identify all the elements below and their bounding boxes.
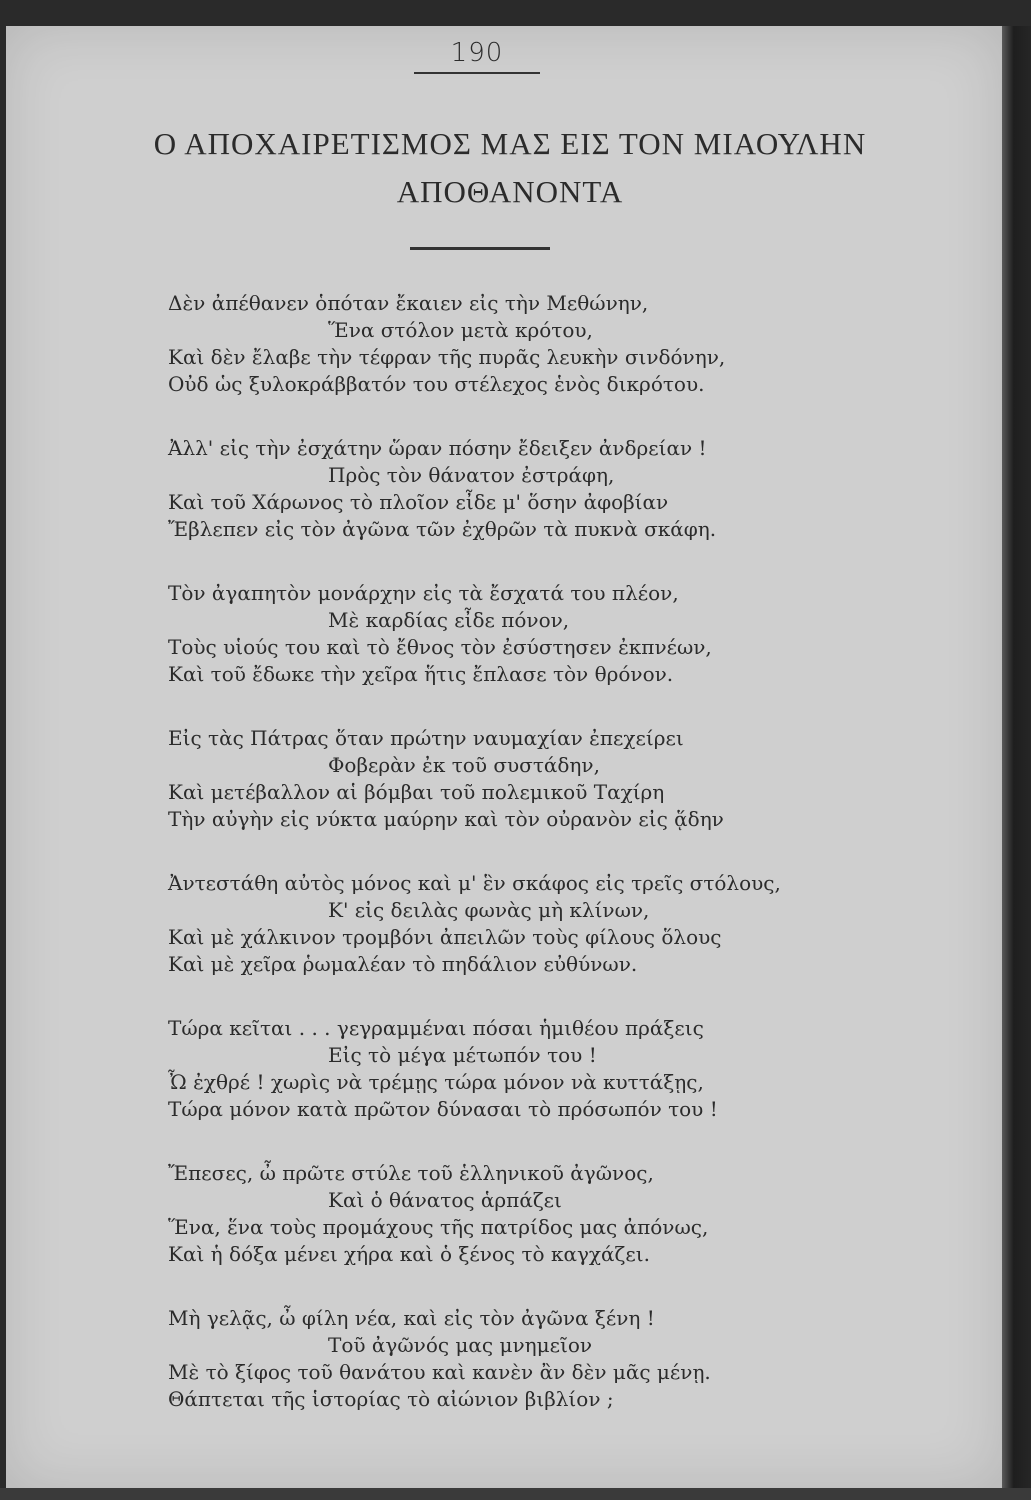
verse-line: Πρὸς τὸν θάνατον ἐστράφη,: [328, 463, 615, 487]
page-number-rule: [414, 72, 540, 74]
verse-line: Τοὺς υἱούς του καὶ τὸ ἔθνος τὸν ἐσύστησεν ἐκπνέων,: [168, 635, 712, 659]
verse-line: Τοῦ ἀγῶνός μας μνημεῖον: [328, 1333, 593, 1357]
verse-line: Ἀντεστάθη αὐτὸς μόνος καὶ μ' ἓν σκάφος εἰς τρεῖς στόλους,: [168, 871, 781, 895]
verse-line: Μὴ γελᾷς, ὦ φίλη νέα, καὶ εἰς τὸν ἀγῶνα ξένη !: [168, 1306, 655, 1330]
verse-line: Φοβερὰν ἐκ τοῦ συστάδην,: [328, 753, 600, 777]
title-rule: [410, 247, 550, 250]
verse-line: Ἕνα, ἕνα τοὺς προμάχους τῆς πατρίδος μας ἀπόνως,: [168, 1215, 709, 1239]
stanza: [168, 580, 808, 688]
stanza: [168, 435, 808, 543]
verse-line: Μὲ τὸ ξίφος τοῦ θανάτου καὶ κανὲν ἂν δὲν μᾶς μένῃ.: [168, 1360, 711, 1384]
verse-line: Ἔπεσες, ὦ πρῶτε στύλε τοῦ ἑλληνικοῦ ἀγῶνος,: [168, 1161, 654, 1185]
verse-line: Οὐδ ὡς ξυλοκράββατόν του στέλεχος ἑνὸς δικρότου.: [168, 372, 705, 396]
verse-line: Τώρα κεῖται . . . γεγραμμέναι πόσαι ἡμιθέου πράξεις: [168, 1016, 704, 1040]
verse-line: Καὶ τοῦ ἔδωκε τὴν χεῖρα ἥτις ἔπλασε τὸν θρόνον.: [168, 662, 674, 686]
verse-line: Τώρα μόνον κατὰ πρῶτον δύνασαι τὸ πρόσωπόν του !: [168, 1097, 718, 1121]
stanza: [168, 870, 808, 978]
stanza: [168, 1015, 808, 1123]
verse-line: Καὶ τοῦ Χάρωνος τὸ πλοῖον εἶδε μ' ὅσην ἀφοβίαν: [168, 490, 669, 514]
verse-line: Κ' εἰς δειλὰς φωνὰς μὴ κλίνων,: [328, 898, 650, 922]
verse-line: Τὸν ἀγαπητὸν μονάρχην εἰς τὰ ἔσχατά του πλέον,: [168, 581, 679, 605]
verse-line: Δὲν ἀπέθανεν ὁπόταν ἔκαιεν εἰς τὴν Μεθώνην,: [168, 291, 649, 315]
stanza: [168, 1305, 808, 1413]
verse-line: Θάπτεται τῆς ἱστορίας τὸ αἰώνιον βιβλίον ;: [168, 1387, 614, 1411]
poem-title-line-1: Ο ΑΠΟΧΑΙΡΕΤΙΣΜΟΣ ΜΑΣ ΕΙΣ ΤΟΝ ΜΙΑΟΥΛΗΝ: [153, 126, 867, 161]
verse-line: Εἰς τὸ μέγα μέτωπόν του !: [328, 1043, 597, 1067]
verse-line: Καὶ μετέβαλλον αἱ βόμβαι τοῦ πολεμικοῦ Ταχίρη: [168, 780, 665, 804]
scan-bottom-edge: [0, 1488, 1031, 1500]
poem-title: [80, 120, 940, 216]
stanza: [168, 725, 808, 833]
stanza: [168, 290, 808, 398]
verse-line: Καὶ ἡ δόξα μένει χήρα καὶ ὁ ξένος τὸ καγχάζει.: [168, 1242, 650, 1266]
stanza: [168, 1160, 808, 1268]
poem-body: [168, 290, 808, 1450]
verse-line: Ἔβλεπεν εἰς τὸν ἀγῶνα τῶν ἐχθρῶν τὰ πυκνὰ σκάφη.: [168, 517, 717, 541]
verse-line: Ὦ ἐχθρέ ! χωρὶς νὰ τρέμῃς τώρα μόνον νὰ κυττάξῃς,: [168, 1070, 704, 1094]
verse-line: Καὶ μὲ χεῖρα ῥωμαλέαν τὸ πηδάλιον εὐθύνων.: [168, 952, 638, 976]
poem-title-line-2: ΑΠΟΘΑΝΟΝΤΑ: [396, 174, 624, 209]
verse-line: Ἕνα στόλον μετὰ κρότου,: [328, 318, 593, 342]
verse-line: Εἰς τὰς Πάτρας ὅταν πρώτην ναυμαχίαν ἐπεχείρει: [168, 726, 684, 750]
verse-line: Καὶ μὲ χάλκινον τρομβόνι ἀπειλῶν τοὺς φίλους ὅλους: [168, 925, 722, 949]
book-spine-edge: [1002, 26, 1031, 1500]
verse-line: Μὲ καρδίας εἶδε πόνον,: [328, 608, 570, 632]
verse-line: Τὴν αὐγὴν εἰς νύκτα μαύρην καὶ τὸν οὐρανὸν εἰς ᾅδην: [168, 807, 724, 831]
verse-line: Ἀλλ' εἰς τὴν ἐσχάτην ὥραν πόσην ἔδειξεν ἀνδρείαν !: [168, 436, 707, 460]
page-number: 190: [450, 38, 504, 68]
verse-line: Καὶ δὲν ἔλαβε τὴν τέφραν τῆς πυρᾶς λευκὴν σινδόνην,: [168, 345, 726, 369]
verse-line: Καὶ ὁ θάνατος ἁρπάζει: [328, 1188, 562, 1212]
